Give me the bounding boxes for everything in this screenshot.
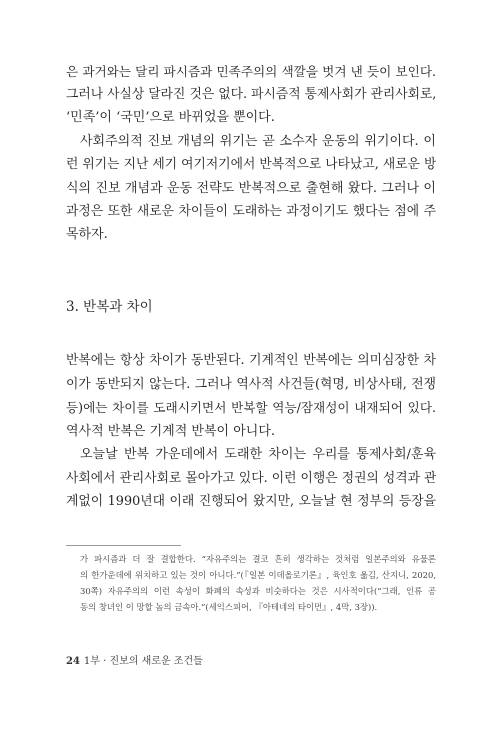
text-line: 사회주의적 진보 개념의 위기는 곧 소수자 운동의 위기이다. 이 [80, 134, 436, 149]
text-line: 그러나 사실상 달라진 것은 없다. 파시즘적 통제사회가 관리사회로, [66, 87, 436, 102]
text-line: 런 위기는 지난 세기 여기저기에서 반복적으로 나타났고, 새로운 방 [66, 157, 436, 172]
footnote-line: 가 파시즘과 더 잘 결합한다. “자유주의는 결코 흔히 생각하는 것처럼 일본주의와 유물론 [80, 554, 436, 564]
text-line: 이가 동반되지 않는다. 그러나 역사적 사건들(혁명, 비상사태, 전쟁 [66, 377, 436, 392]
text-line: 은 과거와는 달리 파시즘과 민족주의의 색깔을 벗겨 낸 듯이 보인다. [66, 64, 436, 79]
section-heading: 3. 반복과 차이 [66, 299, 153, 315]
text-line: 오늘날 반복 가운데에서 도래한 차이는 우리를 통제사회/훈육 [80, 447, 436, 462]
text-line: 과정은 또한 새로운 차이들이 도래하는 과정이기도 했다는 점에 주 [66, 204, 436, 219]
page-footer [66, 655, 203, 669]
text-line: 사회에서 관리사회로 몰아가고 있다. 이런 이행은 정권의 성격과 관 [66, 471, 436, 486]
text-line: ‘민족’이 ‘국민’으로 바뀌었을 뿐이다. [66, 110, 275, 125]
text-line: 역사적 반복은 기계적 반복이 아니다. [66, 424, 276, 439]
footnote-line: 의 한가운데에 위치하고 있는 것이 아니다.”(『일본 이데올로기론』, 육인호 옮김, 산지니, 2020, [80, 570, 436, 580]
running-title: 1부 · 진보의 새로운 조건들 [83, 656, 203, 667]
text-line: 목하자. [66, 227, 108, 242]
text-line: 식의 진보 개념과 운동 전략도 반복적으로 출현해 왔다. 그러나 이 [66, 181, 436, 196]
text-line: 반복에는 항상 차이가 동반된다. 기계적인 반복에는 의미심장한 차 [66, 353, 436, 368]
text-line: 계없이 1990년대 이래 진행되어 왔지만, 오늘날 현 정부의 등장을 [66, 494, 436, 509]
footnote-divider [66, 545, 181, 546]
footnote-line: 동의 창녀인 이 망할 놈의 금속아.”(세익스피어, 『아테네의 타이먼』, 4막, 3장)). [80, 602, 378, 612]
text-line: 등)에는 차이를 도래시키면서 반복할 역능/잠재성이 내재되어 있다. [66, 400, 436, 415]
page-number: 24 [66, 656, 80, 667]
footnote-line: 30쪽) 자유주의의 이런 속성이 화폐의 속성과 비슷하다는 것은 시사적이다(“그래, 인류 공 [80, 586, 436, 596]
